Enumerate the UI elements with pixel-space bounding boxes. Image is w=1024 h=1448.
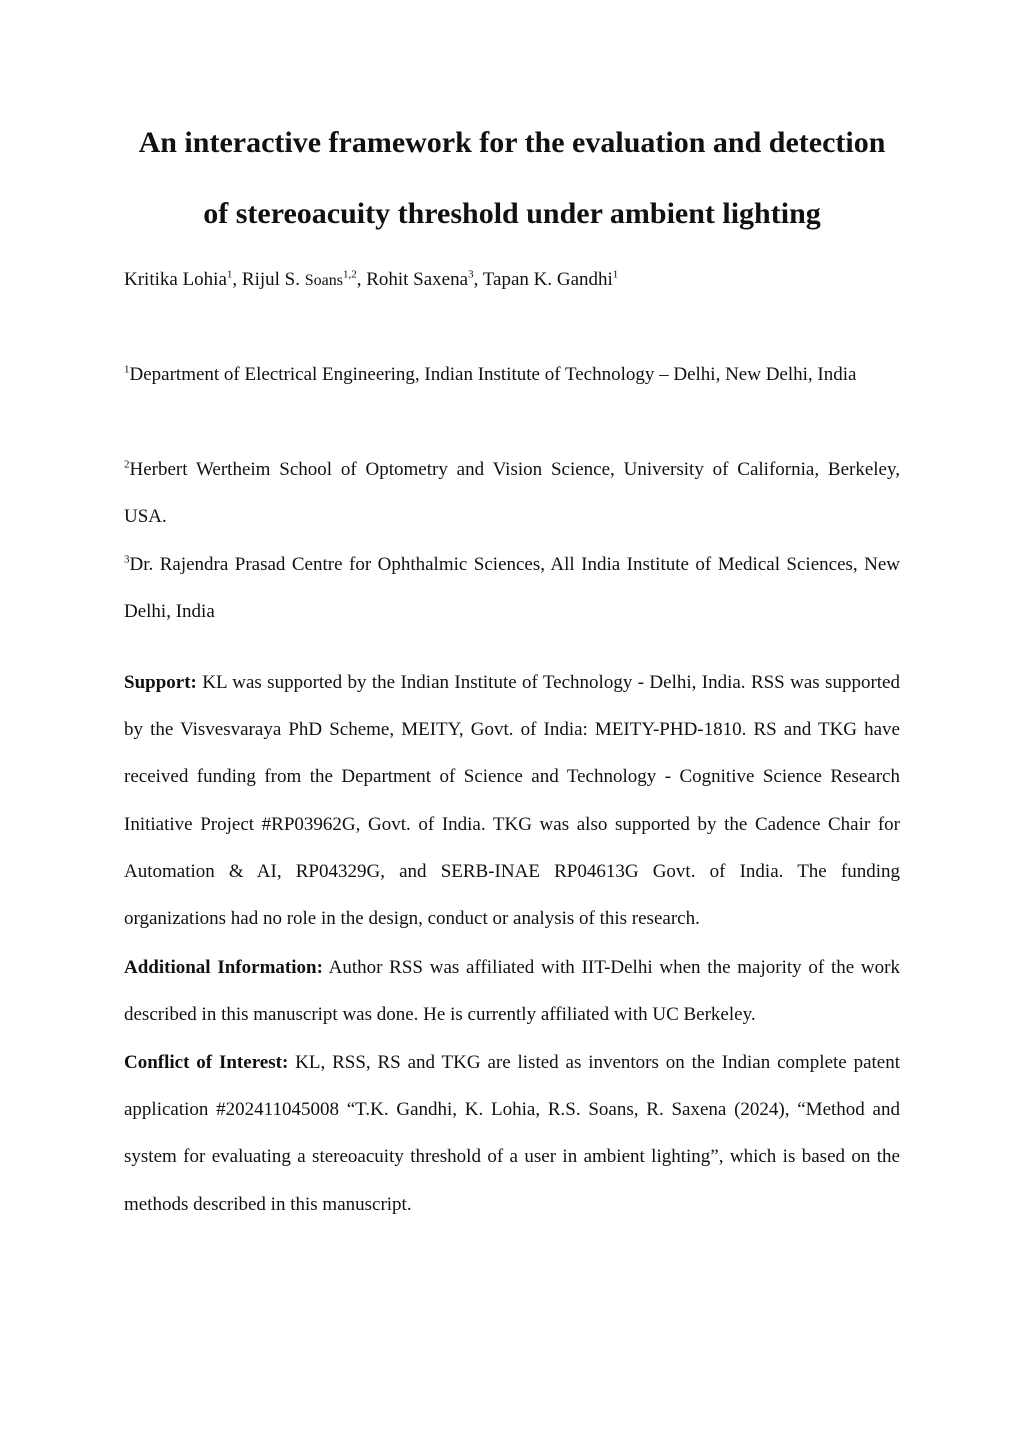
affiliation-text: Dr. Rajendra Prasad Centre for Ophthalmic Sciences, All India Institute of Medical Sciences, New Delhi, India xyxy=(124,554,900,623)
paper-title-line-2: of stereoacuity threshold under ambient lighting xyxy=(203,197,821,230)
author-surname: Soans xyxy=(304,272,343,289)
support-label: Support: xyxy=(124,672,197,693)
affiliation-number: 3 xyxy=(124,553,130,566)
author-separator: , xyxy=(356,269,367,290)
affiliation-1 xyxy=(124,351,900,398)
author-affiliation-mark: 3 xyxy=(468,268,474,281)
author-name: Kritika Lohia xyxy=(124,269,227,290)
paper-title-line-1: An interactive framework for the evaluation and detection xyxy=(138,126,886,159)
author-name: Rohit Saxena xyxy=(366,269,469,290)
author-name: Rijul S. xyxy=(241,269,305,290)
affiliation-2 xyxy=(124,446,900,540)
author-name: Tapan K. Gandhi xyxy=(482,269,613,290)
author-affiliation-mark: 1 xyxy=(612,268,619,281)
affiliation-text: Department of Electrical Engineering, Indian Institute of Technology – Delhi, New Delhi, India xyxy=(129,364,857,385)
additional-information-statement xyxy=(124,944,900,1038)
author-affiliation-mark: 1,2 xyxy=(342,268,357,281)
author-separator: , xyxy=(473,269,483,290)
affiliation-number: 1 xyxy=(124,363,130,376)
support-statement xyxy=(124,659,900,942)
conflict-of-interest-text: KL, RSS, RS and TKG are listed as inventors on the Indian complete patent application #202411045008 “T.K. Gandhi, K. Lohia, R.S. Soans, R. Saxena (2024), “Method and system for evaluating a stereoacuity threshold of a user in ambient lighting”, which is based on the methods described in this manuscript. xyxy=(124,1052,901,1215)
conflict-of-interest-label: Conflict of Interest: xyxy=(124,1052,289,1073)
affiliation-text: Herbert Wertheim School of Optometry and Vision Science, University of California, Berkeley, USA. xyxy=(124,459,900,528)
affiliation-3 xyxy=(124,541,900,635)
conflict-of-interest-statement xyxy=(124,1039,900,1228)
author-list xyxy=(124,266,618,295)
author-affiliation-mark: 1 xyxy=(226,268,233,281)
author-separator: , xyxy=(232,269,242,290)
affiliation-number: 2 xyxy=(124,458,130,471)
additional-information-label: Additional Information: xyxy=(124,957,323,978)
support-text: KL was supported by the Indian Institute of Technology - Delhi, India. RSS was supported by the Visvesvaraya PhD Scheme, MEITY, Govt. of India: MEITY-PHD-1810. RS and TKG have received funding from the Department of Science and Technology - Cognitive Science Research Initiative Project #RP03962G, Govt. of India. TKG was also supported by the Cadence Chair for Automation & AI, RP04329G, and SERB-INAE RP04613G Govt. of India. The funding organizations had no role in the design, conduct or analysis of this research. xyxy=(124,672,900,930)
additional-information-text: Author RSS was affiliated with IIT-Delhi when the majority of the work described in this manuscript was done. He is currently affiliated with UC Berkeley. xyxy=(124,957,900,1026)
